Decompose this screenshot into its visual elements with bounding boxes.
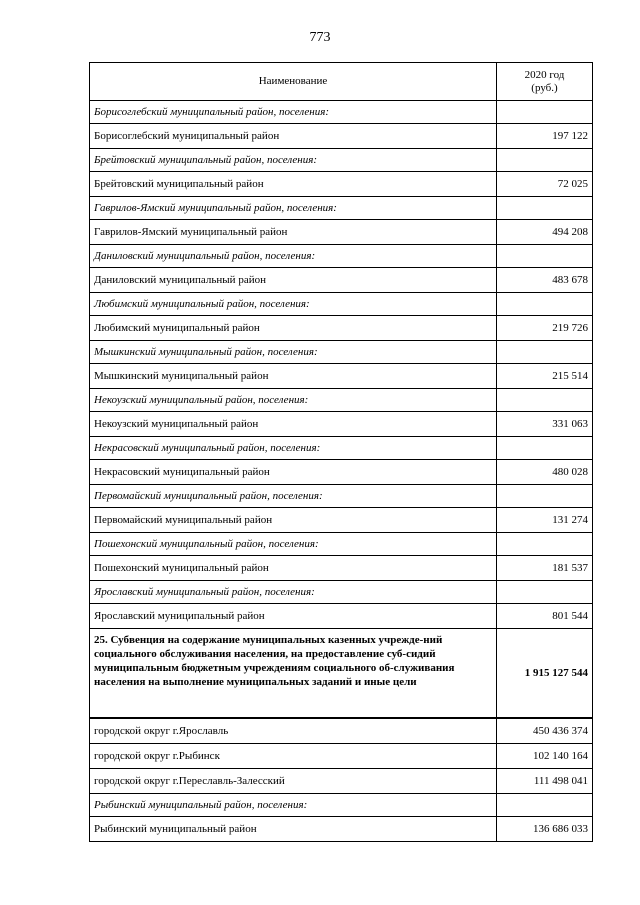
- row-name: Даниловский муниципальный район, поселения:: [90, 245, 497, 268]
- page-number: 773: [309, 30, 331, 45]
- row-name: Рыбинский муниципальный район: [90, 817, 497, 842]
- table-row: [90, 508, 593, 533]
- row-name: Гаврилов-Ямский муниципальный район: [90, 220, 497, 245]
- row-value: 136 686 033: [497, 817, 593, 842]
- row-value: 181 537: [497, 556, 593, 581]
- group-heading-row: [90, 197, 593, 220]
- group-heading-row: [90, 533, 593, 556]
- row-name: Первомайский муниципальный район, поселения:: [90, 485, 497, 508]
- row-value: [497, 389, 593, 412]
- row-name: городской округ г.Рыбинск: [90, 744, 497, 769]
- row-value: 331 063: [497, 412, 593, 437]
- group-heading-row: [90, 794, 593, 817]
- row-name: 25. Субвенция на содержание муниципальных казенных учрежде-ний социального обслуживания населения, на предоставление суб-сидий муниципальным бюджетным учреждениям социального об-служивания населения на выполнение муниципальных заданий и иные цели: [90, 629, 497, 719]
- row-name: Мышкинский муниципальный район, поселения:: [90, 341, 497, 364]
- row-value: 480 028: [497, 460, 593, 485]
- row-name: Ярославский муниципальный район, поселения:: [90, 581, 497, 604]
- table-row: [90, 172, 593, 197]
- row-value: [497, 437, 593, 460]
- table-header-row: [90, 63, 593, 101]
- group-heading-row: [90, 389, 593, 412]
- row-value: 1 915 127 544: [497, 629, 593, 719]
- row-value: 111 498 041: [497, 769, 593, 794]
- row-name: Борисоглебский муниципальный район: [90, 124, 497, 149]
- table-row: [90, 817, 593, 842]
- row-value: [497, 101, 593, 124]
- budget-table: [89, 62, 593, 842]
- table-row: [90, 718, 593, 744]
- row-name: Любимский муниципальный район: [90, 316, 497, 341]
- group-heading-row: [90, 245, 593, 268]
- row-name: Даниловский муниципальный район: [90, 268, 497, 293]
- group-heading-row: [90, 101, 593, 124]
- group-heading-row: [90, 293, 593, 316]
- header-unit-label: (руб.): [531, 81, 558, 94]
- row-value: 131 274: [497, 508, 593, 533]
- row-value: 483 678: [497, 268, 593, 293]
- row-value: [497, 197, 593, 220]
- table-row: [90, 556, 593, 581]
- header-year: [497, 63, 593, 101]
- row-value: [497, 794, 593, 817]
- row-name: Первомайский муниципальный район: [90, 508, 497, 533]
- row-name: Брейтовский муниципальный район, поселения:: [90, 149, 497, 172]
- group-heading-row: [90, 485, 593, 508]
- row-name: Некоузский муниципальный район: [90, 412, 497, 437]
- row-name: Брейтовский муниципальный район: [90, 172, 497, 197]
- row-name: Гаврилов-Ямский муниципальный район, поселения:: [90, 197, 497, 220]
- row-name: Рыбинский муниципальный район, поселения:: [90, 794, 497, 817]
- row-name: Некоузский муниципальный район, поселения:: [90, 389, 497, 412]
- row-value: 494 208: [497, 220, 593, 245]
- row-value: 801 544: [497, 604, 593, 629]
- row-value: 450 436 374: [497, 718, 593, 744]
- section-total-row: [90, 629, 593, 719]
- table-row: [90, 364, 593, 389]
- row-value: 219 726: [497, 316, 593, 341]
- table-row: [90, 268, 593, 293]
- row-value: 197 122: [497, 124, 593, 149]
- row-value: 215 514: [497, 364, 593, 389]
- row-name: Мышкинский муниципальный район: [90, 364, 497, 389]
- header-name: Наименование: [90, 63, 497, 101]
- group-heading-row: [90, 581, 593, 604]
- table-row: [90, 220, 593, 245]
- row-name: Борисоглебский муниципальный район, поселения:: [90, 101, 497, 124]
- row-value: [497, 149, 593, 172]
- group-heading-row: [90, 341, 593, 364]
- row-name: Некрасовский муниципальный район: [90, 460, 497, 485]
- row-value: [497, 293, 593, 316]
- table-row: [90, 460, 593, 485]
- row-value: [497, 245, 593, 268]
- header-year-label: 2020 год: [524, 68, 565, 81]
- row-name: Некрасовский муниципальный район, поселения:: [90, 437, 497, 460]
- row-value: 102 140 164: [497, 744, 593, 769]
- group-heading-row: [90, 437, 593, 460]
- table-row: [90, 769, 593, 794]
- row-value: [497, 533, 593, 556]
- row-name: Пошехонский муниципальный район, поселения:: [90, 533, 497, 556]
- row-value: [497, 341, 593, 364]
- row-value: [497, 485, 593, 508]
- group-heading-row: [90, 149, 593, 172]
- row-name: Пошехонский муниципальный район: [90, 556, 497, 581]
- row-name: городской округ г.Переславль-Залесский: [90, 769, 497, 794]
- row-value: 72 025: [497, 172, 593, 197]
- row-name: Любимский муниципальный район, поселения:: [90, 293, 497, 316]
- table-row: [90, 744, 593, 769]
- table-row: [90, 604, 593, 629]
- row-name: городской округ г.Ярославль: [90, 718, 497, 744]
- table-row: [90, 124, 593, 149]
- row-value: [497, 581, 593, 604]
- row-name: Ярославский муниципальный район: [90, 604, 497, 629]
- table-row: [90, 316, 593, 341]
- table-row: [90, 412, 593, 437]
